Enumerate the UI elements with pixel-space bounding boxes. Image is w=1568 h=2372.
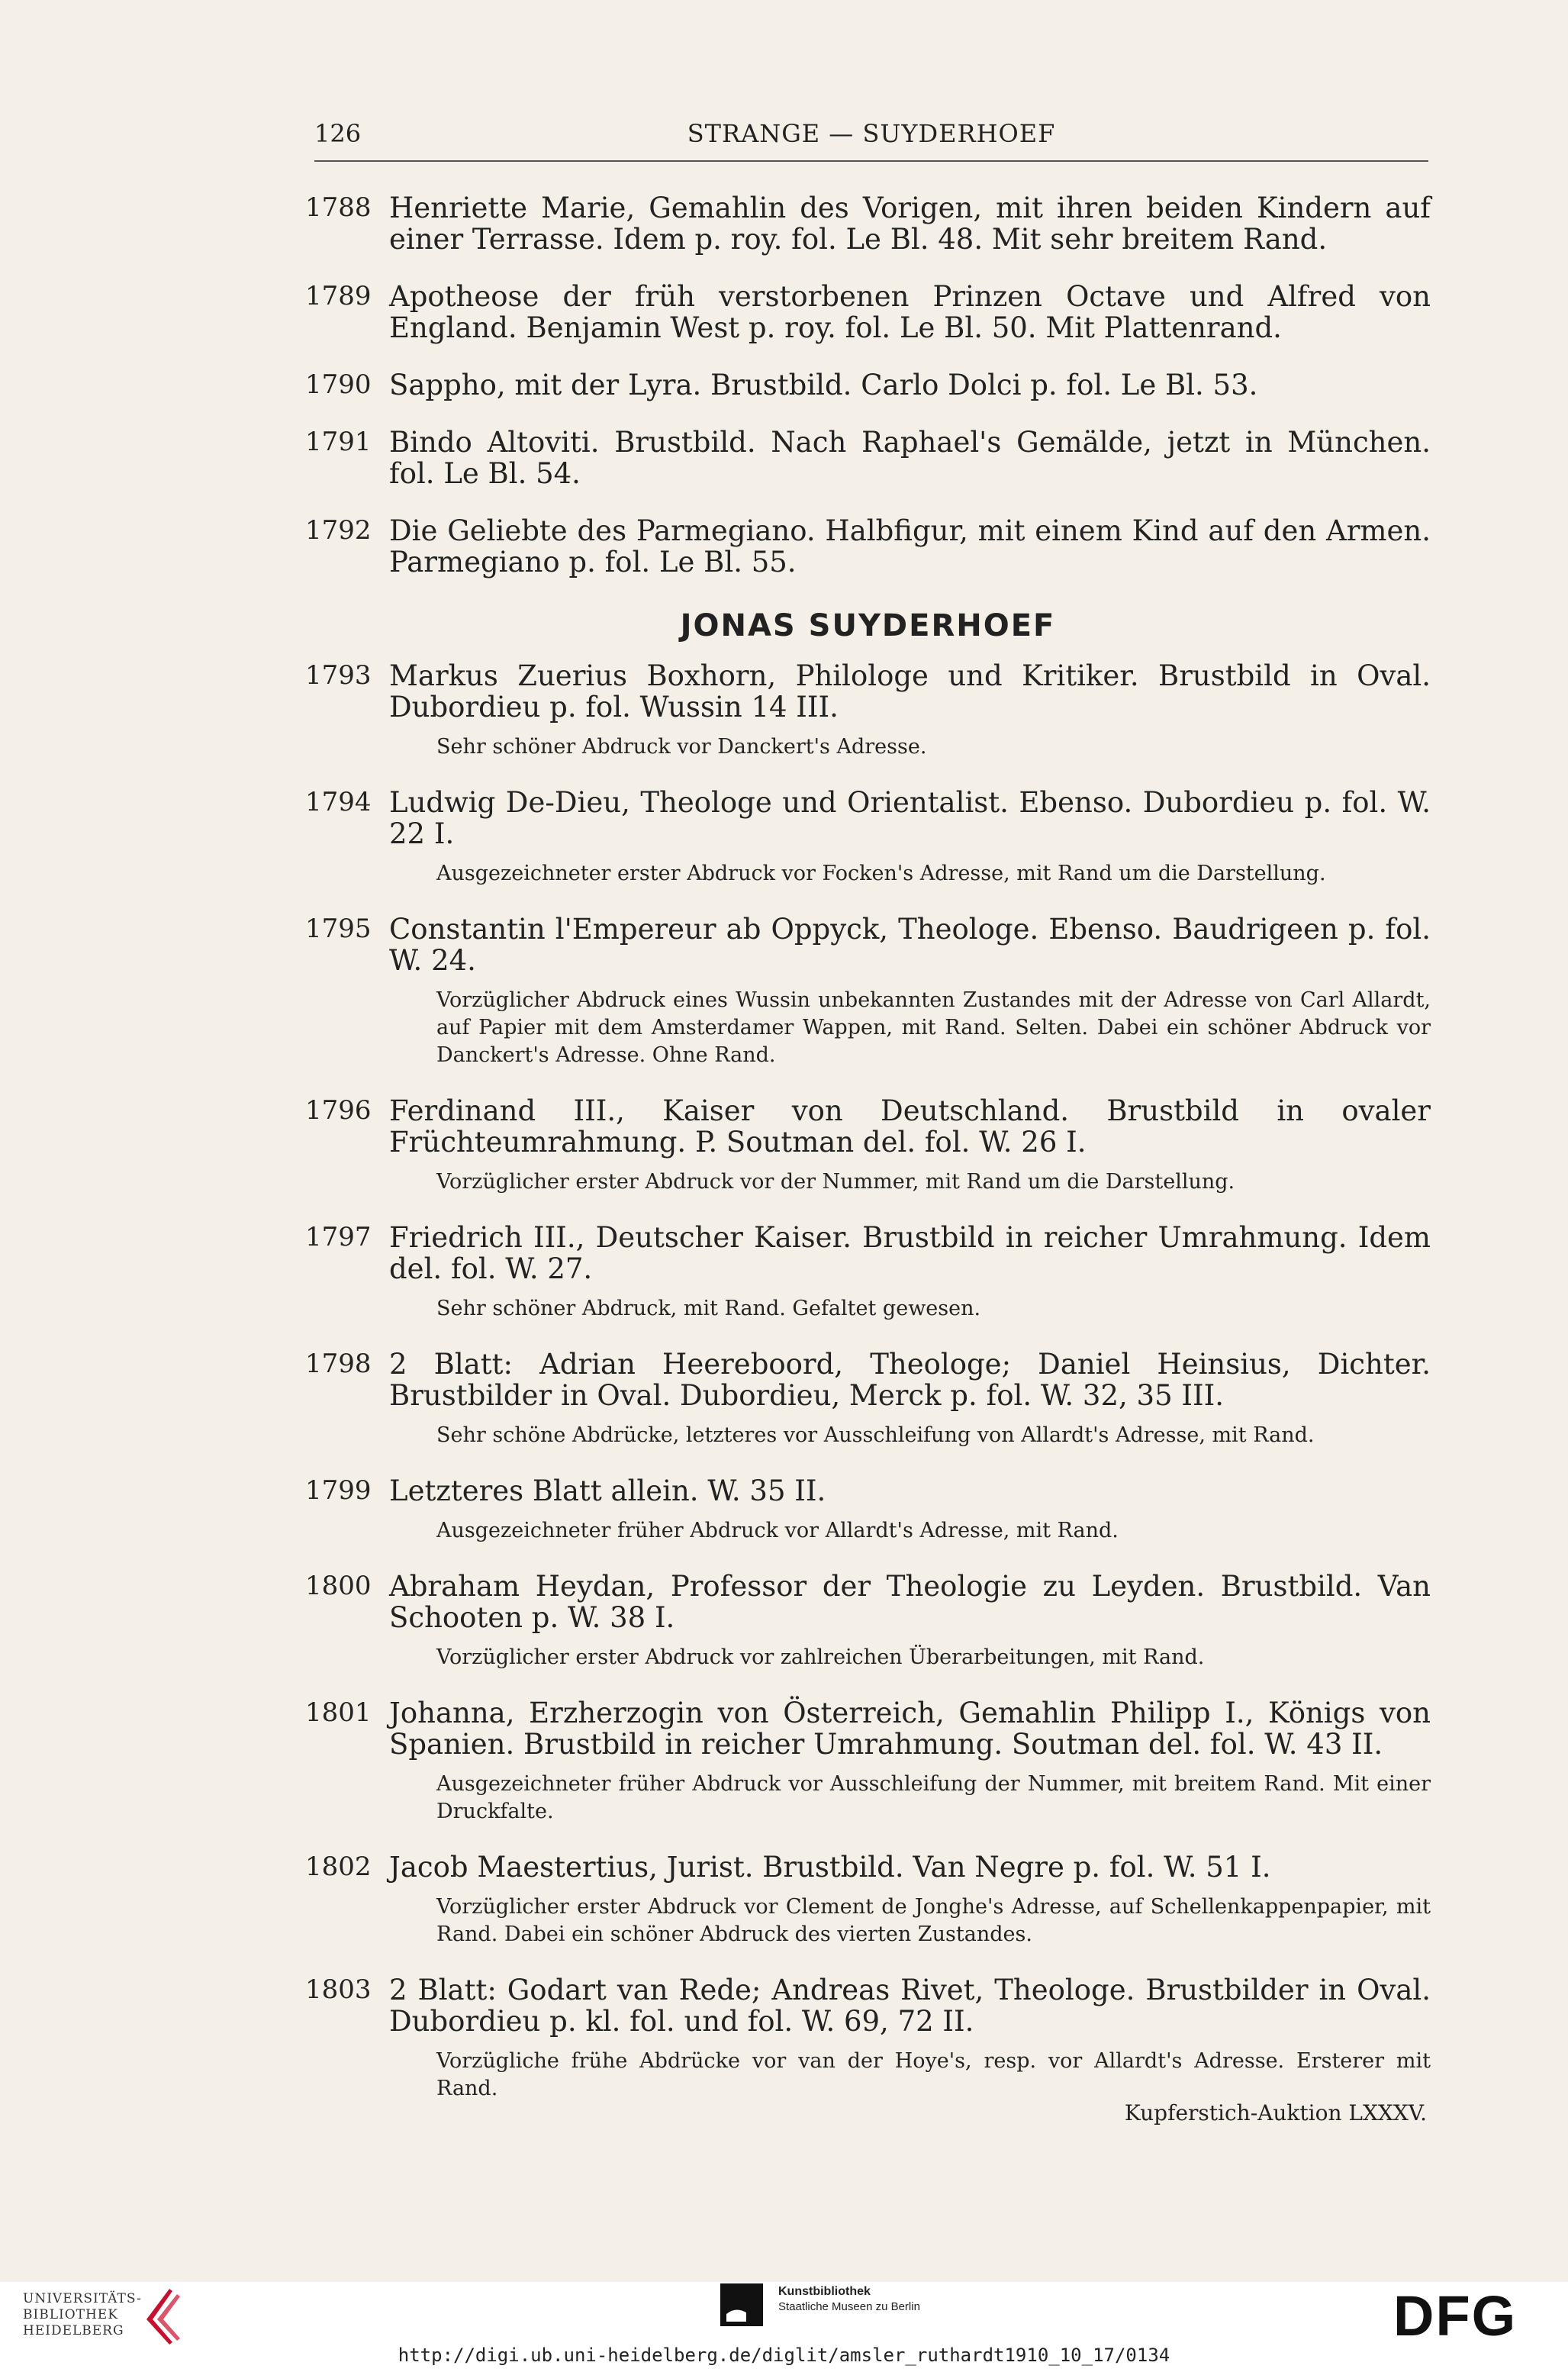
section-title: JONAS SUYDERHOEF: [680, 608, 1056, 643]
entry-description: Ferdinand III., Kaiser von Deutschland. Brustbild in ovaler Früchteumrahmung. P. Soutman del. fol. W. 26 I.: [389, 1094, 1431, 1159]
catalog-entry: [305, 1222, 1431, 1323]
entry-description: Henriette Marie, Gemahlin des Vorigen, mit ihren beiden Kindern auf einer Terrasse. Idem p. roy. fol. Le Bl. 48. Mit sehr breitem Rand.: [389, 192, 1431, 256]
entry-description: Jacob Maestertius, Jurist. Brustbild. Van Negre p. fol. W. 51 I.: [389, 1851, 1271, 1884]
entry-number: 1792: [305, 515, 372, 546]
page-number: 126: [314, 119, 362, 148]
entry-description: Letzteres Blatt allein. W. 35 II.: [389, 1474, 826, 1507]
catalog-entry: [305, 192, 1431, 255]
entry-number: 1795: [305, 914, 372, 944]
entry-note: Ausgezeichneter früher Abdruck vor Allardt's Adresse, mit Rand.: [436, 1519, 1119, 1542]
entry-note: Vorzüglicher erster Abdruck vor zahlreichen Überarbeitungen, mit Rand.: [436, 1645, 1205, 1669]
dfg-logo[interactable]: DFG: [1393, 2284, 1518, 2348]
entry-number: 1797: [305, 1222, 372, 1252]
entry-number: 1802: [305, 1852, 372, 1882]
catalog-entry: [305, 1475, 1431, 1545]
entry-number: 1788: [305, 192, 372, 223]
entry-number: 1798: [305, 1349, 372, 1379]
entry-note: Sehr schöner Abdruck vor Danckert's Adresse.: [436, 735, 927, 759]
entries-suyderhoef: [305, 660, 1431, 2103]
entry-description: 2 Blatt: Godart van Rede; Andreas Rivet, Theologe. Brustbilder in Oval. Dubordieu p. kl. fol. und fol. W. 69, 72 II.: [389, 1974, 1431, 2038]
entry-description: Sappho, mit der Lyra. Brustbild. Carlo Dolci p. fol. Le Bl. 53.: [389, 369, 1258, 401]
catalog-entry: [305, 1571, 1431, 1671]
entry-description: Abraham Heydan, Professor der Theologie zu Leyden. Brustbild. Van Schooten p. W. 38 I.: [389, 1570, 1431, 1634]
catalog-entry: [305, 914, 1431, 1069]
auction-label: Kupferstich-Auktion LXXXV.: [1124, 2100, 1427, 2125]
entry-description: Friedrich III., Deutscher Kaiser. Brustbild in reicher Umrahmung. Idem del. fol. W. 27.: [389, 1221, 1431, 1285]
entry-description: Constantin l'Empereur ab Oppyck, Theologe. Ebenso. Baudrigeen p. fol. W. 24.: [389, 913, 1431, 977]
entry-note: Sehr schöne Abdrücke, letzteres vor Ausschleifung von Allardt's Adresse, mit Rand.: [436, 1423, 1315, 1447]
entry-description: Bindo Altoviti. Brustbild. Nach Raphael's Gemälde, jetzt in München. fol. Le Bl. 54.: [389, 426, 1431, 490]
source-url[interactable]: http://digi.ub.uni-heidelberg.de/diglit/amsler_ruthardt1910_10_17/0134: [398, 2345, 1170, 2366]
entry-note: Vorzüglicher Abdruck eines Wussin unbekannten Zustandes mit der Adresse von Carl Allardt, auf Papier mit dem Amsterdamer Wappen, mit Rand. Selten. Dabei ein schöner Abdruck vor Danckert's Adresse. Ohne Rand.: [436, 988, 1431, 1067]
entry-description: Johanna, Erzherzogin von Österreich, Gemahlin Philipp I., Königs von Spanien. Brustbild in reicher Umrahmung. Soutman del. fol. W. 43 II.: [389, 1697, 1431, 1761]
catalog-entry: [305, 1852, 1431, 1948]
catalog-entry: [305, 1974, 1431, 2103]
ub-heidelberg-logo-text[interactable]: UNIVERSITÄTS- BIBLIOTHEK HEIDELBERG: [23, 2291, 142, 2338]
entry-note: Ausgezeichneter erster Abdruck vor Focken's Adresse, mit Rand um die Darstellung.: [436, 862, 1326, 885]
entry-number: 1793: [305, 660, 372, 691]
entry-number: 1801: [305, 1697, 372, 1728]
entry-number: 1791: [305, 427, 372, 457]
entry-note: Sehr schöner Abdruck, mit Rand. Gefaltet gewesen.: [436, 1297, 981, 1320]
kunstbibliothek-icon[interactable]: [720, 2283, 766, 2329]
catalog-content: [305, 192, 1431, 2129]
entry-number: 1790: [305, 369, 372, 400]
entry-note: Vorzügliche frühe Abdrücke vor van der Hoye's, resp. vor Allardt's Adresse. Ersterer mit Rand.: [436, 2049, 1431, 2100]
catalog-entry: [305, 1349, 1431, 1449]
entry-number: 1800: [305, 1571, 372, 1601]
entry-note: Vorzüglicher erster Abdruck vor Clement de Jonghe's Adresse, auf Schellenkappenpapier, mit Rand. Dabei ein schöner Abdruck des vierten Zustandes.: [436, 1895, 1431, 1946]
entry-note: Vorzüglicher erster Abdruck vor der Nummer, mit Rand um die Darstellung.: [436, 1170, 1235, 1194]
catalog-entry: [305, 787, 1431, 888]
entry-description: Die Geliebte des Parmegiano. Halbfigur, mit einem Kind auf den Armen. Parmegiano p. fol. Le Bl. 55.: [389, 514, 1431, 578]
entry-description: Ludwig De-Dieu, Theologe und Orientalist. Ebenso. Dubordieu p. fol. W. 22 I.: [389, 786, 1431, 850]
ub-heidelberg-icon[interactable]: [139, 2285, 192, 2346]
header-rule: [314, 160, 1428, 162]
entry-number: 1799: [305, 1475, 372, 1506]
catalog-entry: [305, 1095, 1431, 1196]
catalog-entry: [305, 427, 1431, 489]
entry-number: 1794: [305, 787, 372, 817]
entry-description: 2 Blatt: Adrian Heereboord, Theologe; Daniel Heinsius, Dichter. Brustbilder in Oval. Dubordieu, Merck p. fol. W. 32, 35 III.: [389, 1348, 1431, 1412]
running-title: STRANGE — SUYDERHOEF: [687, 119, 1056, 148]
kunstbibliothek-text[interactable]: Kunstbibliothek Staatliche Museen zu Berlin: [778, 2285, 920, 2313]
entries-strange: [305, 192, 1431, 578]
entry-description: Markus Zuerius Boxhorn, Philologe und Kritiker. Brustbild in Oval. Dubordieu p. fol. Wussin 14 III.: [389, 659, 1431, 724]
catalog-entry: [305, 369, 1431, 401]
catalog-entry: [305, 660, 1431, 761]
entry-number: 1803: [305, 1974, 372, 2005]
catalog-entry: [305, 281, 1431, 343]
entry-number: 1789: [305, 281, 372, 311]
entry-number: 1796: [305, 1095, 372, 1126]
catalog-entry: [305, 1697, 1431, 1826]
entry-note: Ausgezeichneter früher Abdruck vor Ausschleifung der Nummer, mit breitem Rand. Mit einer Druckfalte.: [436, 1772, 1431, 1823]
page-header: [314, 119, 1428, 165]
entry-description: Apotheose der früh verstorbenen Prinzen Octave und Alfred von England. Benjamin West p. roy. fol. Le Bl. 50. Mit Plattenrand.: [389, 280, 1431, 344]
catalog-entry: [305, 515, 1431, 578]
